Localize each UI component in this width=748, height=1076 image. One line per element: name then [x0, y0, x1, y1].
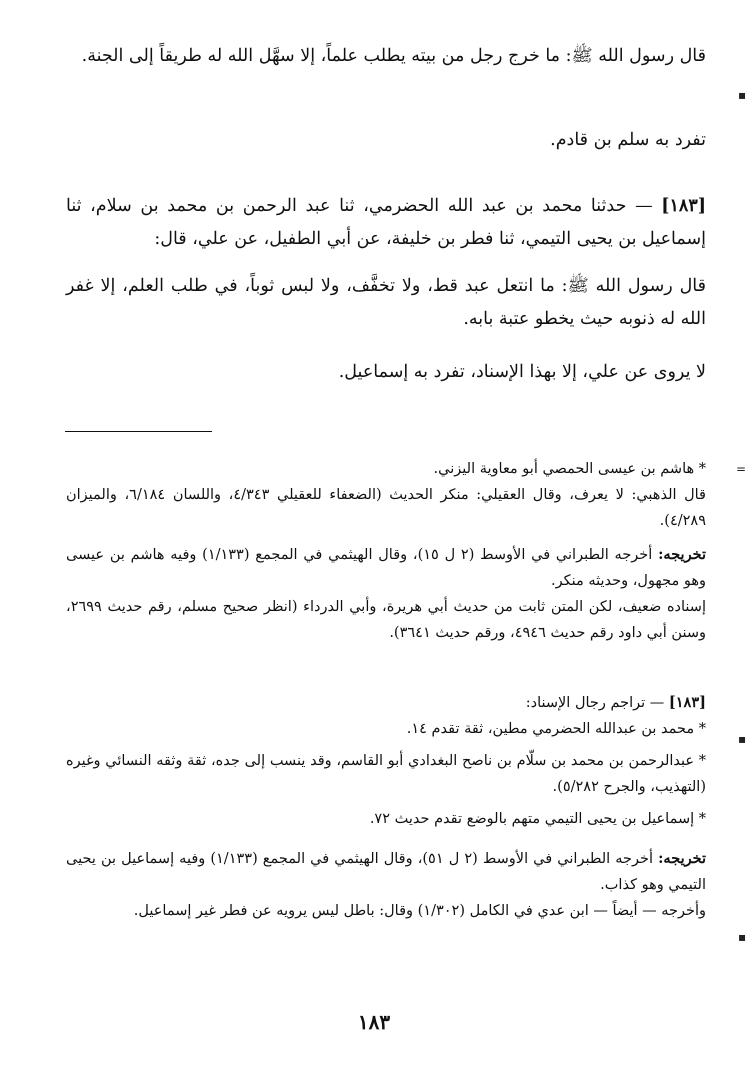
hadith-text: قال رسول الله ﷺ: ما انتعل عبد قط، ولا تخفَّف، ولا لبس ثوباً، في طلب العلم، إلا غفر الله له ذنوبه حيث يخطو عتبة بابه. — [66, 276, 706, 329]
hadith-text: قال رسول الله ﷺ: ما خرج رجل من بيته يطلب علماً، إلا سهَّل الله له طريقاً إلى الجنة. — [81, 46, 706, 66]
footnote-narrator: * عبدالرحمن بن محمد بن سلّام بن ناصح البغدادي أبو القاسم، وقد ينسب إلى جده، ثقة وثقه النسائي وغيره (التهذيب، والجرح ٥/٢٨٢). — [66, 753, 706, 795]
footnotes-183 — [66, 690, 706, 924]
takhrij-text: أخرجه الطبراني في الأوسط (٢ ل ١٥)، وقال الهيثمي في المجمع (١/١٣٣) وفيه هاشم بن عيسى وهو مجهول، وحديثه منكر. — [66, 547, 706, 589]
footnote-heading-text: — تراجم رجال الإسناد: — [525, 695, 669, 711]
isnad-chain: — حدثنا محمد بن عبد الله الحضرمي، ثنا عبد الرحمن بن محمد بن سلام، ثنا إسماعيل بن يحيى التيمي، ثنا فطر بن خليفة، عن أبي الطفيل، عن علي، قال: — [66, 196, 706, 249]
margin-mark: ▪ — [738, 732, 747, 746]
remark-text: لا يروى عن علي، إلا بهذا الإسناد، تفرد به إسماعيل. — [338, 362, 706, 382]
paragraph-hadith-182-matn — [66, 40, 706, 73]
footnote-takhrij — [66, 846, 706, 898]
footnotes-182 — [66, 456, 706, 646]
footnote-additional-takhrij: وأخرجه — أيضاً — ابن عدي في الكامل (١/٣٠٢) وقال: باطل ليس يرويه عن فطر غير إسماعيل. — [133, 903, 706, 919]
paragraph-tafarrud-183 — [66, 356, 706, 389]
footnote-narrator: * إسماعيل بن يحيى التيمي متهم بالوضع تقدم حديث ٧٢. — [369, 811, 706, 827]
page-number: ١٨٣ — [357, 1010, 391, 1034]
footnote-narrator: * هاشم بن عيسى الحمصي أبو معاوية اليزني. — [433, 461, 706, 477]
footnote-divider — [65, 431, 212, 432]
footnote-narrator: * محمد بن عبدالله الحضرمي مطين، ثقة تقدم ١٤. — [406, 721, 706, 737]
isnad-text — [66, 190, 706, 256]
hadith-number: [١٨٣] — [661, 196, 706, 216]
margin-mark: = — [736, 462, 747, 476]
remark-text: تفرد به سلم بن قادم. — [550, 130, 706, 150]
takhrij-text: أخرجه الطبراني في الأوسط (٢ ل ٥١)، وقال الهيثمي في المجمع (١/١٣٣) وفيه إسماعيل بن يحيى التيمي وهو كذاب. — [66, 851, 706, 893]
footnote-heading — [66, 690, 706, 716]
takhrij-label: تخريجه: — [658, 850, 706, 867]
footnote-takhrij — [66, 542, 706, 594]
footnote-isnad-grading: إسناده ضعيف، لكن المتن ثابت من حديث أبي هريرة، وأبي الدرداء (انظر صحيح مسلم، رقم حديث ٢٦٩٩، وسنن أبي داود رقم حديث ٤٩٤٦، ورقم حديث ٣٦٤١). — [66, 599, 706, 641]
takhrij-label: تخريجه: — [658, 546, 706, 563]
paragraph-isnad-183 — [66, 190, 706, 256]
paragraph-hadith-183-matn — [66, 270, 706, 336]
paragraph-tafarrud-182 — [66, 124, 706, 157]
margin-mark: ▪ — [738, 88, 747, 102]
footnote-hadith-number: [١٨٣] — [668, 694, 706, 711]
footnote-narrator-grading: قال الذهبي: لا يعرف، وقال العقيلي: منكر الحديث (الضعفاء للعقيلي ٤/٣٤٣، واللسان ٦/١٨٤، والميزان ٤/٢٨٩). — [66, 487, 706, 529]
margin-mark: ▪ — [738, 930, 747, 944]
